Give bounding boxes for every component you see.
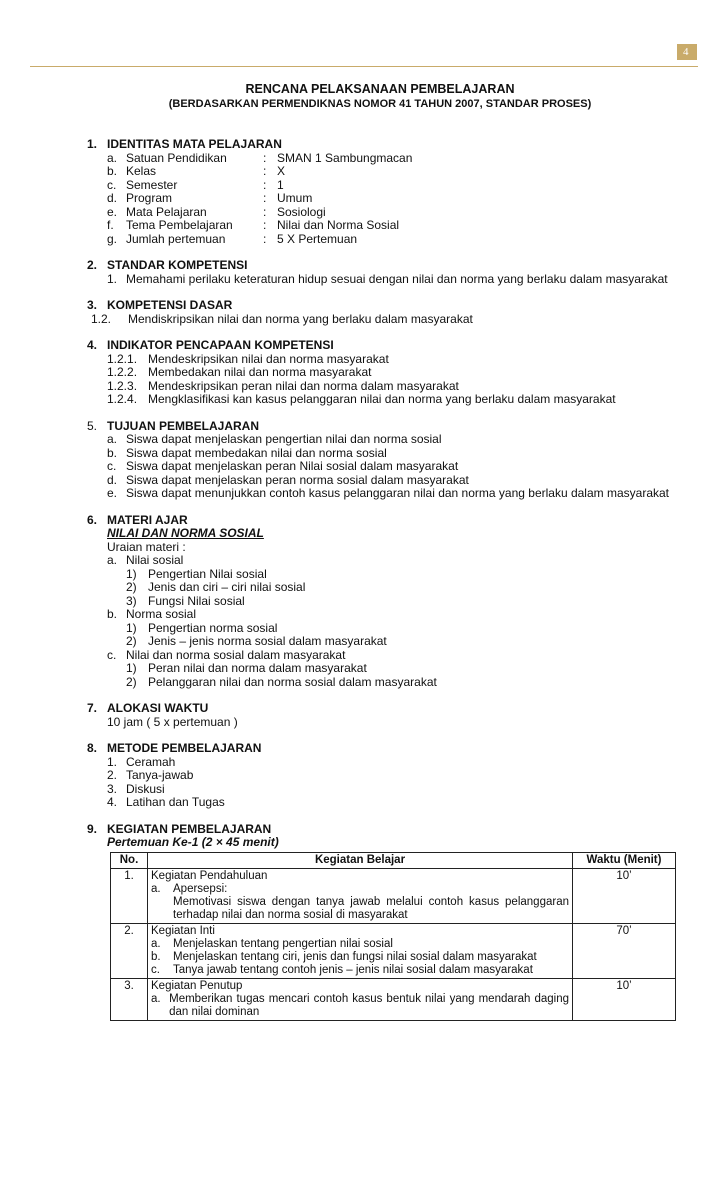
activity-item-text: Apersepsi:	[173, 882, 228, 895]
section-heading: MATERI AJAR	[107, 512, 188, 527]
ident-key: Satuan Pendidikan	[126, 150, 227, 165]
section-number: 6.	[87, 512, 98, 527]
activity-item-text: Menjelaskan tentang pengertian nilai sosial	[173, 937, 393, 950]
list-item	[107, 756, 697, 770]
item-label: e.	[107, 486, 118, 500]
ident-row	[107, 192, 697, 206]
item-label: g.	[107, 231, 118, 246]
ident-colon: :	[263, 177, 267, 192]
activity-title: Kegiatan Pendahuluan	[151, 869, 268, 882]
materi-topic: NILAI DAN NORMA SOSIAL	[107, 526, 264, 540]
activity-item-text: Tanya jawab tentang contoh jenis – jenis nilai sosial dalam masyarakat	[173, 963, 533, 976]
list-item	[107, 353, 697, 367]
item-text: Membedakan nilai dan norma masyarakat	[148, 365, 372, 379]
sub-item-label: 2)	[126, 674, 137, 689]
section-metode	[87, 742, 697, 810]
section-tujuan	[87, 420, 697, 501]
section-materi-ajar	[87, 514, 697, 690]
ident-value: SMAN 1 Sambungmacan	[277, 150, 413, 165]
ident-key: Jumlah pertemuan	[126, 231, 226, 246]
section-heading: STANDAR KOMPETENSI	[107, 258, 248, 272]
activity-item-text: Memberikan tugas mencari contoh kasus bentuk nilai yang mendarah daging dan nilai dominan	[169, 992, 569, 1018]
item-label: 1.2.3.	[107, 378, 138, 393]
section-heading: KOMPETENSI DASAR	[107, 298, 233, 312]
ident-key: Kelas	[126, 164, 157, 178]
list-item	[107, 460, 697, 474]
activity-item-detail: Memotivasi siswa dengan tanya jawab melalui contoh kasus pelanggaran terhadap nilai dan norma sosial di masyarakat	[173, 895, 569, 921]
activity-item-label: a.	[151, 937, 161, 950]
item-label: b.	[107, 445, 118, 460]
sub-item	[126, 635, 697, 649]
list-item	[107, 769, 697, 783]
sub-item-text: Peran nilai dan norma dalam masyarakat	[148, 661, 367, 675]
document-body	[87, 138, 697, 1034]
section-standar-kompetensi	[87, 259, 697, 286]
item-text: Memahami perilaku keteraturan hidup sesuai dengan nilai dan norma yang berlaku dalam masyarakat	[126, 271, 668, 286]
sub-item-label: 1)	[126, 661, 137, 675]
item-text: Siswa dapat menjelaskan pengertian nilai dan norma sosial	[126, 432, 442, 446]
ident-value: 5 X Pertemuan	[277, 231, 358, 246]
ident-colon: :	[263, 231, 267, 246]
ident-row	[107, 233, 697, 247]
ident-colon: :	[263, 204, 267, 219]
ident-row	[107, 179, 697, 193]
item-label: 1.2.2.	[107, 365, 138, 379]
ident-key: Tema Pembelajaran	[126, 218, 233, 232]
header-rule	[30, 66, 698, 67]
section-heading: INDIKATOR PENCAPAAN KOMPETENSI	[107, 338, 334, 352]
sub-item	[126, 622, 697, 636]
ident-colon: :	[263, 150, 267, 165]
item-text: Tanya-jawab	[126, 768, 194, 782]
item-text: Mendiskripsikan nilai dan norma yang berlaku dalam masyarakat	[128, 311, 473, 326]
activity-cell	[148, 978, 573, 1020]
item-label: 1.2.4.	[107, 392, 138, 406]
activity-item	[151, 951, 569, 964]
activity-item-label: a.	[151, 882, 161, 895]
activity-title: Kegiatan Inti	[151, 924, 215, 937]
ident-row	[107, 165, 697, 179]
ident-value: Umum	[277, 191, 313, 205]
list-item	[107, 380, 697, 394]
document-title: RENCANA PELAKSANAAN PEMBELAJARAN	[245, 82, 515, 96]
section-identitas	[87, 138, 697, 246]
item-label: a.	[107, 553, 118, 567]
section-number: 1.	[87, 137, 98, 151]
section-alokasi-waktu	[87, 702, 697, 729]
section-indikator	[87, 339, 697, 407]
ident-key: Mata Pelajaran	[126, 204, 207, 219]
item-label: d.	[107, 472, 118, 487]
section-number: 5.	[87, 418, 98, 433]
ident-key: Program	[126, 191, 173, 205]
list-item	[107, 554, 697, 568]
item-label: 2.	[107, 768, 118, 782]
item-text: Latihan dan Tugas	[126, 795, 225, 809]
sub-item	[126, 568, 697, 582]
item-text: Siswa dapat menjelaskan peran Nilai sosial dalam masyarakat	[126, 459, 459, 473]
activity-item	[151, 964, 569, 977]
item-label: d.	[107, 191, 118, 205]
row-number: 3.	[111, 978, 148, 1020]
activity-cell	[148, 868, 573, 923]
item-text: Siswa dapat membedakan nilai dan norma sosial	[126, 445, 387, 460]
activity-item	[151, 883, 569, 896]
item-text: Mendeskripsikan nilai dan norma masyarakat	[148, 351, 389, 366]
ident-row	[107, 206, 697, 220]
list-item	[107, 447, 697, 461]
activity-item-label: b.	[151, 950, 161, 963]
item-text: Nilai dan norma sosial dalam masyarakat	[126, 647, 346, 662]
list-item	[107, 783, 697, 797]
sub-item-label: 2)	[126, 580, 137, 594]
section-heading: KEGIATAN PEMBELAJARAN	[107, 821, 272, 836]
list-item	[107, 366, 697, 380]
item-label: 1.2.1.	[107, 351, 138, 366]
item-label: e.	[107, 204, 118, 219]
item-label: a.	[107, 150, 118, 165]
section-number: 9.	[87, 821, 98, 836]
section-heading: TUJUAN PEMBELAJARAN	[107, 418, 260, 433]
section-heading: IDENTITAS MATA PELAJARAN	[107, 137, 282, 151]
sub-item-label: 1)	[126, 566, 137, 581]
sub-item-text: Pengertian norma sosial	[148, 620, 278, 635]
meeting-title: Pertemuan Ke-1 (2 × 45 menit)	[107, 835, 279, 849]
item-label: 4.	[107, 795, 118, 809]
ident-value: 1	[277, 177, 284, 192]
ident-colon: :	[263, 218, 267, 232]
table-row	[111, 978, 676, 1020]
section-number: 2.	[87, 258, 98, 272]
item-label: b.	[107, 607, 118, 621]
row-number: 1.	[111, 868, 148, 923]
ident-value: X	[277, 164, 286, 178]
ident-value: Nilai dan Norma Sosial	[277, 218, 400, 232]
section-heading: METODE PEMBELAJARAN	[107, 741, 262, 755]
item-label: f.	[107, 218, 114, 232]
section-number: 8.	[87, 741, 98, 755]
item-label: a.	[107, 432, 118, 446]
section-heading: ALOKASI WAKTU	[107, 701, 209, 715]
activity-item-text: Menjelaskan tentang ciri, jenis dan fungsi nilai sosial dalam masyarakat	[173, 950, 537, 963]
table-row	[111, 868, 676, 923]
activity-title: Kegiatan Penutup	[151, 979, 243, 992]
section-number: 4.	[87, 338, 98, 352]
list-item	[107, 608, 697, 622]
item-label: 3.	[107, 781, 118, 796]
ident-value: Sosiologi	[277, 204, 326, 219]
item-label: 1.	[107, 754, 118, 769]
item-text: Diskusi	[126, 781, 165, 796]
item-text: Mendeskripsikan peran nilai dan norma dalam masyarakat	[148, 378, 459, 393]
sub-item	[126, 581, 697, 595]
document-subtitle: (BERDASARKAN PERMENDIKNAS NOMOR 41 TAHUN 2007, STANDAR PROSES)	[168, 98, 592, 110]
section-kegiatan	[87, 823, 697, 1021]
list-item	[107, 433, 697, 447]
section-number: 7.	[87, 701, 98, 715]
item-text: Siswa dapat menunjukkan contoh kasus pelanggaran nilai dan norma yang berlaku dalam masyarakat	[126, 486, 669, 500]
item-label: c.	[107, 177, 117, 192]
row-time: 70’	[573, 923, 676, 978]
ident-colon: :	[263, 191, 267, 205]
activity-cell	[148, 923, 573, 978]
list-item	[107, 393, 697, 407]
item-label: c.	[107, 459, 117, 473]
list-item	[107, 474, 697, 488]
list-item	[91, 313, 697, 327]
sub-item	[126, 595, 697, 609]
sub-item-text: Fungsi Nilai sosial	[148, 593, 245, 608]
activity-item-label: c.	[151, 963, 160, 976]
sub-item-label: 3)	[126, 593, 137, 608]
ident-colon: :	[263, 164, 267, 178]
column-header-no: No.	[111, 852, 148, 868]
ident-row	[107, 219, 697, 233]
item-text: Norma sosial	[126, 607, 197, 621]
sub-item-text: Jenis dan ciri – ciri nilai sosial	[148, 580, 306, 594]
item-label: c.	[107, 647, 117, 662]
ident-row	[107, 152, 697, 166]
item-label: b.	[107, 164, 118, 178]
item-text: Nilai sosial	[126, 553, 184, 567]
sub-item	[126, 676, 697, 690]
activity-item	[151, 938, 569, 951]
column-header-time: Waktu (Menit)	[573, 852, 676, 868]
activity-item-label: a.	[151, 992, 161, 1005]
table-header-row	[111, 852, 676, 868]
materi-intro: Uraian materi :	[107, 539, 186, 554]
row-time: 10’	[573, 978, 676, 1020]
ident-key: Semester	[126, 177, 178, 192]
alokasi-text: 10 jam ( 5 x pertemuan )	[107, 714, 238, 729]
list-item	[107, 487, 697, 501]
item-text: Ceramah	[126, 754, 176, 769]
page-number: 4	[677, 44, 697, 60]
sub-item-label: 2)	[126, 634, 137, 648]
sub-item-text: Pelanggaran nilai dan norma sosial dalam masyarakat	[148, 674, 437, 689]
sub-item-text: Pengertian Nilai sosial	[148, 566, 267, 581]
column-header-activity: Kegiatan Belajar	[148, 852, 573, 868]
table-row	[111, 923, 676, 978]
activity-table	[110, 852, 676, 1021]
item-text: Mengklasifikasi kan kasus pelanggaran nilai dan norma yang berlaku dalam masyarakat	[148, 392, 616, 406]
row-number: 2.	[111, 923, 148, 978]
sub-item	[126, 662, 697, 676]
item-text: Siswa dapat menjelaskan peran norma sosial dalam masyarakat	[126, 472, 469, 487]
list-item	[107, 273, 697, 287]
sub-item-label: 1)	[126, 620, 137, 635]
sub-item-text: Jenis – jenis norma sosial dalam masyarakat	[148, 634, 387, 648]
item-label: 1.	[107, 271, 118, 286]
section-kompetensi-dasar	[87, 299, 697, 326]
row-time: 10’	[573, 868, 676, 923]
list-item	[107, 796, 697, 810]
activity-item	[151, 993, 569, 1019]
item-label: 1.2.	[91, 311, 112, 326]
section-number: 3.	[87, 298, 98, 312]
list-item	[107, 649, 697, 663]
